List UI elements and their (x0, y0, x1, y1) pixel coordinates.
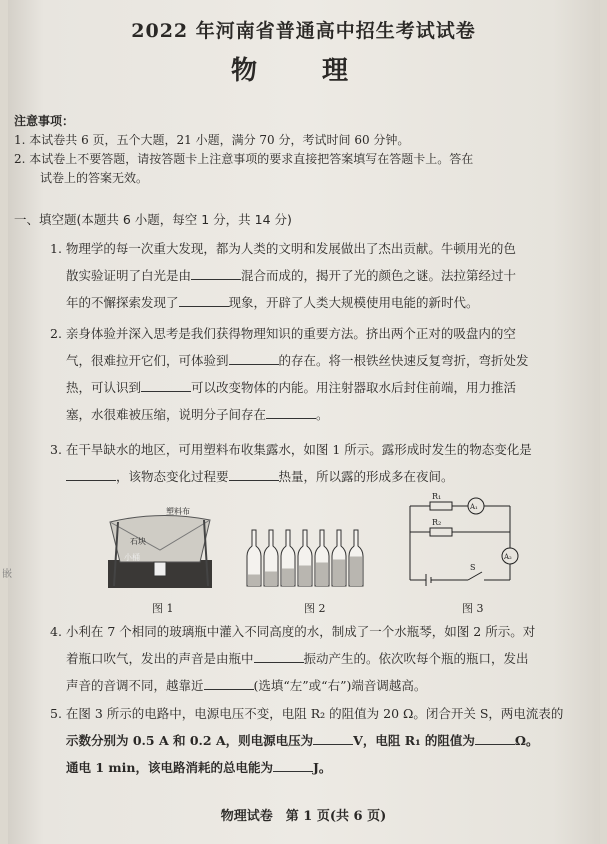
answer-blank (475, 732, 515, 745)
figure-3-circuit (400, 492, 525, 592)
notice-heading: 注意事项： (14, 114, 75, 128)
answer-blank (229, 468, 279, 481)
cup (154, 562, 166, 576)
q1-l2b: 混合而成的，揭开了光的颜色之谜。法拉第经过十 (241, 268, 517, 283)
binding-margin-mark: 嵌 (2, 569, 12, 580)
answer-blank (141, 379, 191, 392)
q5-line2 (50, 727, 570, 754)
question-4 (50, 618, 570, 699)
q2-line1: 2. 亲身体验并深入思考是我们获得物理知识的重要方法。挤出两个正对的吸盘内的空 (50, 326, 516, 341)
q4-l2a: 着瓶口吹气，发出的声音是由瓶中 (66, 651, 254, 666)
q5-l3b: J。 (312, 760, 332, 775)
q4-line1: 4. 小利在 7 个相同的玻璃瓶中灌入不同高度的水，制成了一个水瓶琴，如图 2 所示。对 (50, 624, 536, 639)
figure-1-caption: 图 1 (152, 602, 174, 615)
label-stone: 石块 (130, 537, 146, 546)
resistor-r1 (430, 502, 452, 510)
answer-blank (229, 352, 279, 365)
q5-l3a: 通电 1 min，该电路消耗的总电能为 (66, 760, 273, 775)
answer-blank (266, 406, 316, 419)
q4-l3b: (选填“左”或“右”)端音调越高。 (253, 678, 427, 693)
label-cloth: 塑料布 (166, 507, 190, 516)
q5-l2c: Ω。 (514, 733, 539, 748)
resistor-r2 (430, 528, 452, 536)
switch-s (468, 572, 482, 580)
q2-l2b: 的存在。将一根铁丝快速反复弯折，弯折处发 (278, 353, 529, 368)
q5-line1: 5. 在图 3 所示的电路中，电源电压不变，电阻 R₂ 的阻值为 20 Ω。闭合开关 S，两电流表的 (50, 706, 564, 721)
q1-line2 (50, 262, 570, 289)
answer-blank (313, 732, 353, 745)
question-5 (50, 700, 570, 781)
q3-line2 (50, 463, 570, 490)
bottle-water (282, 569, 294, 587)
q5-line3 (50, 754, 570, 781)
q1-l3b: 现象，开辟了人类大规模使用电能的新时代。 (228, 295, 479, 310)
q2-l4a: 塞，水很难被压缩，说明分子间存在 (66, 407, 267, 422)
bottle-water (299, 566, 311, 587)
q2-l2a: 气，很难拉开它们，可体验到 (66, 353, 229, 368)
figure-1-dew-collector (100, 500, 220, 592)
answer-blank (66, 468, 116, 481)
q1-l3a: 年的不懈探索发现了 (66, 295, 179, 310)
q4-l2b: 振动产生的。依次吹每个瓶的瓶口，发出 (303, 651, 529, 666)
q4-l3a: 声音的音调不同，越靠近 (66, 678, 204, 693)
notice-item-2: 2. 本试卷上不要答题，请按答题卡上注意事项的要求直接把答案填写在答题卡上。答在 (14, 152, 474, 166)
figure-2-caption: 图 2 (304, 602, 326, 615)
q2-l4b: 。 (316, 407, 329, 422)
figure-3-caption: 图 3 (462, 602, 484, 615)
notice-item-2-cont: 试卷上的答案无效。 (40, 171, 149, 185)
page-footer: 物理试卷 第 1 页(共 6 页) (220, 809, 387, 824)
q3-l2b: 热量，所以露的形成多在夜间。 (278, 469, 454, 484)
q4-line2 (50, 645, 570, 672)
answer-blank (204, 677, 254, 690)
q3-line1: 3. 在干旱缺水的地区，可用塑料布收集露水，如图 1 所示。露形成时发生的物态变化是 (50, 442, 532, 457)
answer-blank (254, 650, 304, 663)
bottle-water (248, 575, 260, 587)
q1-l2a: 散实验证明了白光是由 (66, 268, 192, 283)
figure-2-bottles (243, 528, 373, 590)
bottle-water (316, 563, 328, 587)
question-1 (50, 235, 570, 316)
bottle-water (333, 560, 345, 587)
answer-blank (191, 267, 241, 280)
q1-line3 (50, 289, 570, 316)
q3-l2a: ，该物态变化过程要 (116, 469, 229, 484)
q4-line3 (50, 672, 570, 699)
answer-blank (273, 759, 313, 772)
label-cup: 小桶 (124, 553, 140, 562)
exam-title: 2022 年河南省普通高中招生考试试卷 (131, 20, 476, 42)
q2-line4 (50, 401, 570, 428)
subject-title: 物 理 (230, 56, 377, 86)
q2-line2 (50, 347, 570, 374)
q5-l2b: V，电阻 R₁ 的阻值为 (353, 733, 475, 748)
label-r1: R₁ (432, 492, 442, 501)
label-switch: S (470, 563, 476, 572)
bottle-water (350, 557, 362, 587)
q2-l3b: 可以改变物体的内能。用注射器取水后封住前端，用力推活 (191, 380, 517, 395)
question-3 (50, 436, 570, 490)
notice-item-1: 1. 本试卷共 6 页，五个大题，21 小题，满分 70 分，考试时间 60 分钟。 (14, 133, 410, 147)
q5-l2a: 示数分别为 0.5 A 和 0.2 A，则电源电压为 (66, 733, 314, 748)
bottle-water (265, 572, 277, 587)
label-a2: A₂ (504, 553, 512, 561)
q2-line3 (50, 374, 570, 401)
label-a1: A₁ (470, 503, 478, 511)
question-2 (50, 320, 570, 428)
q1-line1: 1. 物理学的每一次重大发现，都为人类的文明和发展做出了杰出贡献。牛顿用光的色 (50, 241, 516, 256)
q2-l3a: 热，可认识到 (66, 380, 142, 395)
label-r2: R₂ (432, 518, 442, 527)
answer-blank (179, 294, 229, 307)
section-heading: 一、填空题(本题共 6 小题，每空 1 分，共 14 分) (14, 212, 292, 227)
